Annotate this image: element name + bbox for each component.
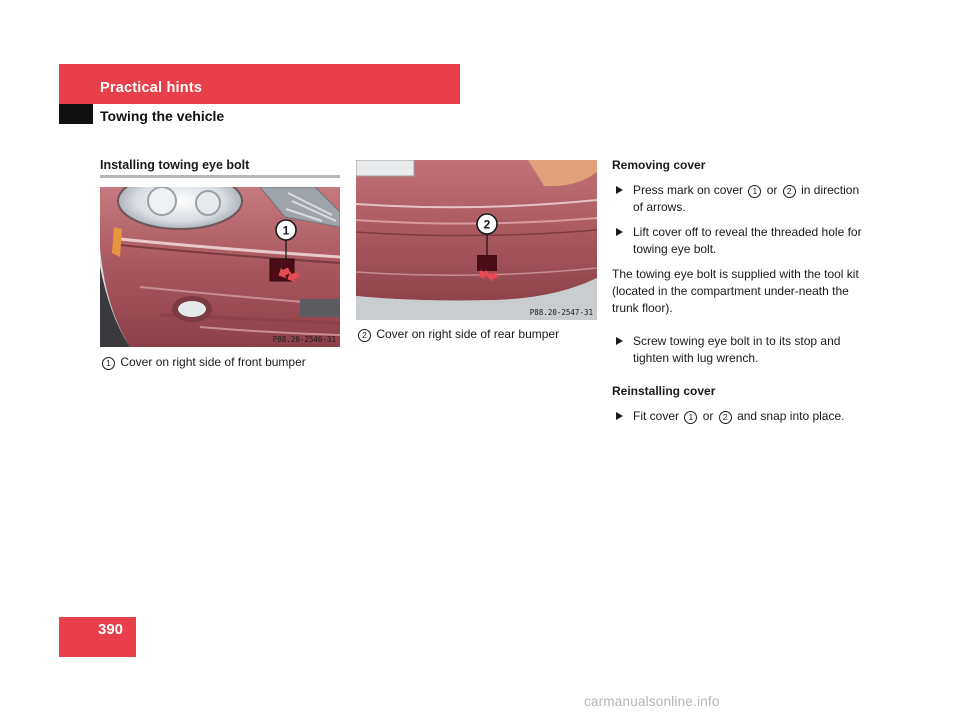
reinstalling-heading: Reinstalling cover bbox=[612, 384, 716, 398]
installing-heading: Installing towing eye bolt bbox=[100, 158, 250, 172]
step3-text: Screw towing eye bolt in to its stop and tighten with lug wrench. bbox=[633, 334, 841, 365]
bullet-triangle-icon bbox=[616, 412, 623, 420]
front-callout-label: 1 bbox=[282, 223, 290, 238]
step4-text-or: or bbox=[702, 409, 714, 423]
step1-text-b: in direction of arrows. bbox=[633, 183, 860, 214]
step1-marker-1: 1 bbox=[748, 185, 761, 198]
rear-figure-ref-code: P88.20-2547-31 bbox=[529, 308, 593, 317]
rear-bumper-photo bbox=[356, 160, 597, 320]
section-title: Practical hints bbox=[100, 80, 203, 96]
rear-figure-caption bbox=[356, 326, 559, 342]
front-figure-ref-code: P88.20-2546-31 bbox=[272, 335, 336, 344]
caption-marker-1: 1 bbox=[102, 357, 115, 370]
caption-marker-2: 2 bbox=[358, 329, 371, 342]
step1-text-a: Press mark on cover bbox=[633, 183, 744, 197]
step4-marker-1: 1 bbox=[684, 411, 697, 424]
heading-rule bbox=[100, 175, 340, 178]
step4-marker-2: 2 bbox=[719, 411, 732, 424]
bullet-triangle-icon bbox=[616, 186, 623, 194]
subsection-title: Towing the vehicle bbox=[100, 108, 225, 124]
step-lift-cover bbox=[612, 224, 862, 258]
step4-text-a: Fit cover bbox=[633, 409, 680, 423]
step-screw-bolt bbox=[612, 333, 862, 367]
step-fit-cover bbox=[612, 408, 862, 425]
step4-text-b: and snap into place. bbox=[737, 409, 845, 423]
watermark: carmanualsonline.info bbox=[584, 694, 720, 709]
bullet-triangle-icon bbox=[616, 337, 623, 345]
rear-caption-text: Cover on right side of rear bumper bbox=[376, 327, 560, 341]
rear-callout-label: 2 bbox=[483, 217, 491, 232]
page-number: 390 bbox=[98, 621, 124, 638]
instructions-column bbox=[612, 157, 862, 433]
step-press-mark bbox=[612, 182, 862, 216]
bullet-triangle-icon bbox=[616, 228, 623, 236]
step2-text: Lift cover off to reveal the threaded hole for towing eye bolt. bbox=[633, 225, 862, 256]
step1-text-or: or bbox=[766, 183, 778, 197]
tool-kit-paragraph: The towing eye bolt is supplied with the tool kit (located in the compartment under-neath the trunk floor). bbox=[612, 267, 859, 315]
header-tab-marker bbox=[59, 104, 93, 124]
removing-heading: Removing cover bbox=[612, 158, 706, 172]
step1-marker-2: 2 bbox=[783, 185, 796, 198]
front-bumper-photo bbox=[100, 187, 340, 347]
front-caption-text: Cover on right side of front bumper bbox=[120, 355, 306, 369]
front-figure-caption bbox=[100, 354, 306, 370]
